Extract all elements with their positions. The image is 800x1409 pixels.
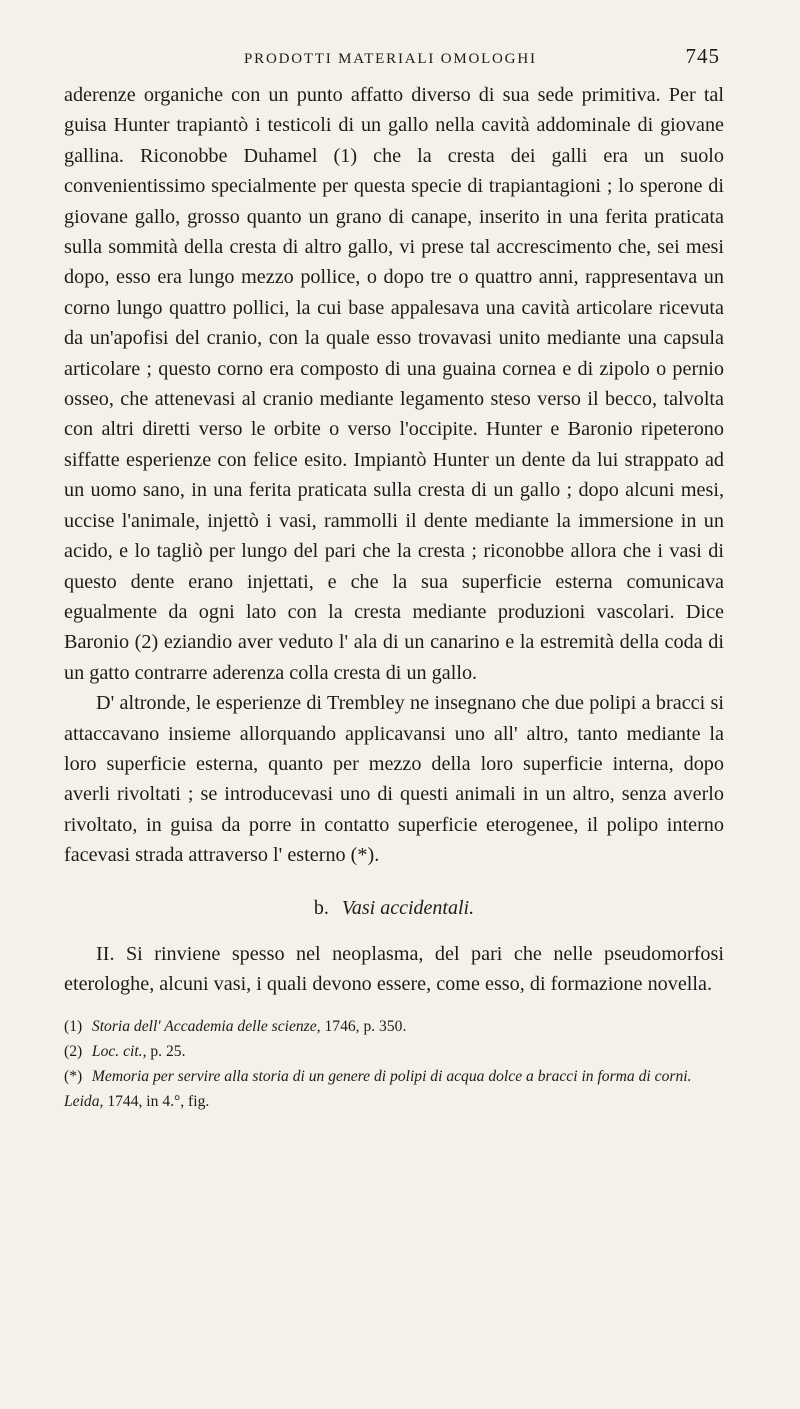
footnote-mark: (1) (64, 1017, 83, 1035)
page-number: 745 (685, 44, 720, 68)
footnotes (64, 1014, 724, 1114)
footnote-detail: p. 25. (146, 1042, 186, 1060)
footnote-title: Loc. cit., (91, 1042, 147, 1060)
body-paragraph-1: aderenze organiche con un punto affatto diverso di sua sede primitiva. Per tal guisa Hunter trapiantò i testicoli di un gallo nella cavità addominale di giovane gallina. Riconobbe Duhamel (1) che la cresta dei galli era un suolo convenientissimo specialmente per questa specie di trapiantagioni ; lo sperone di giovane gallo, grosso quanto un grano di canape, inserito in una ferita praticata sulla sommità della cresta di altro gallo, vi prese tal accrescimento che, sei mesi dopo, esso era lungo mezzo pollice, o dopo tre o quattro anni, rappresentava un corno lungo quattro pollici, la cui base appalesava una cavità articolare ricevuta da un'apofisi del cranio, con la quale esso trovavasi unito mediante una capsula articolare ; questo corno era composto di una guaina cornea e di zipolo o pernio osseo, che attenevasi al cranio mediante legamento steso verso il becco, talvolta con altri diretti verso le orbite o verso l'occipite. Hunter e Baronio ripeterono siffatte esperienze con felice esito. Impiantò Hunter un dente da lui strappato ad un uomo sano, in una ferita praticata sulla cresta di un gallo ; dopo alcuni mesi, uccise l'animale, injettò i vasi, rammolli il dente mediante la immersione in un acido, e lo tagliò per lungo del pari che la cresta ; riconobbe allora che i vasi di questo dente erano injettati, e che la sua superficie esterna comunicava egualmente da ogni lato con la cresta mediante produzioni vascolari. Dice Baronio (2) eziandio aver veduto l' ala di un canarino e la estremità della coda di un gatto contrarre aderenza colla cresta di un gallo. (64, 84, 724, 684)
footnote-mark: (*) (64, 1067, 83, 1085)
section-heading (64, 893, 724, 923)
running-head: PRODOTTI MATERIALI OMOLOGHI (244, 51, 537, 67)
footnote-detail: 1744, in 4.°, fig. (103, 1092, 210, 1110)
page-body (64, 80, 724, 1114)
footnote-title: Memoria per servire alla storia di un genere di polipi di acqua dolce a bracci in forma di corni. Leida, (64, 1067, 692, 1110)
footnote-mark: (2) (64, 1042, 83, 1060)
item-paragraph: II. Si rinviene spesso nel neoplasma, del pari che nelle pseudomorfosi eterologhe, alcuni vasi, i quali devono essere, come esso, di formazione novella. (64, 942, 724, 996)
footnote-1 (64, 1014, 724, 1039)
footnote-detail: 1746, p. 350. (320, 1017, 407, 1035)
section-letter: b. (313, 896, 329, 919)
page-header (240, 44, 720, 69)
body-paragraph-2: D' altronde, le esperienze di Trembley ne insegnano che due polipi a bracci si attaccavano insieme allorquando applicavansi uno all' altro, tanto mediante la loro superficie esterna, quanto per mezzo della loro superficie interna, dopo averli rivoltati ; se introducevasi uno di questi animali in un altro, senza averlo rivoltato, in guisa da porre in contatto superficie eterogenee, il polipo interno facevasi strada attraverso l' esterno (*). (64, 692, 724, 867)
section-title: Vasi accidentali. (341, 896, 475, 919)
footnote-2 (64, 1039, 724, 1064)
footnote-3 (64, 1064, 724, 1114)
footnote-title: Storia dell' Accademia delle scienze, (91, 1017, 321, 1035)
